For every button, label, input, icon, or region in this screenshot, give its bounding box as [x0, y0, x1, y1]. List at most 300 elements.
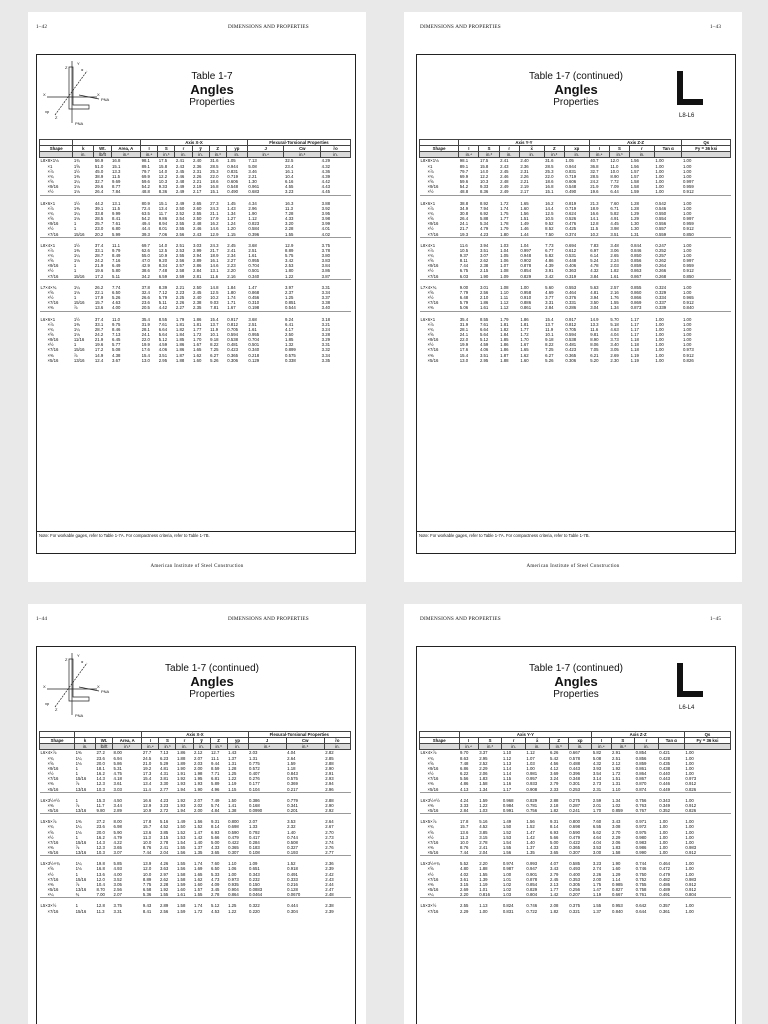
value-cell: 59.6 [459, 179, 469, 185]
value-cell: 2.65 [610, 252, 619, 258]
value-cell: 2.38 [193, 300, 202, 306]
value-cell: 24.1 [459, 221, 469, 227]
value-cell: 1.53 [176, 834, 186, 840]
value-cell: 10.4 [284, 173, 294, 179]
value-cell: 0.804 [685, 892, 697, 898]
value-cell: 0.800 [569, 819, 580, 825]
value-cell: 1.67 [227, 305, 236, 311]
value-cell: 0.218 [248, 352, 260, 358]
shape-cell: ×⅝ [47, 179, 54, 185]
unit-header: in. [227, 744, 248, 750]
group-header-qs: Qs [682, 140, 731, 146]
value-cell: 7.13 [248, 158, 257, 164]
value-cell: 1.86 [175, 347, 185, 353]
unit-header: in.³ [611, 744, 635, 750]
value-cell: 1.22 [284, 273, 294, 279]
value-cell: 9.69 [112, 179, 121, 185]
shape-range-label: L6-L4 [679, 705, 695, 711]
value-cell: 1.17 [630, 316, 639, 322]
value-cell: 0.340 [248, 273, 260, 279]
value-cell: 1.83 [612, 844, 621, 850]
svg-text:α: α [81, 67, 84, 72]
table-row [420, 226, 731, 231]
value-cell: 1.29 [612, 871, 621, 877]
value-cell: 0.108 [249, 850, 260, 856]
value-cell: 5.42 [550, 755, 559, 761]
value-cell: 2.21 [520, 179, 529, 185]
value-cell: 0.947 [526, 866, 538, 872]
shape-cell: ×⅝ [427, 216, 434, 222]
value-cell: 1.15 [227, 231, 236, 237]
value-cell: 0.0670 [287, 892, 301, 898]
value-cell: 3.06 [610, 247, 619, 253]
value-cell: 2.54 [175, 216, 185, 222]
value-cell: 1.19 [479, 881, 488, 887]
svg-text:X: X [43, 684, 46, 689]
value-cell: 1.77 [193, 326, 202, 332]
value-cell: 1.84 [500, 332, 509, 337]
column-header: r [176, 738, 193, 744]
value-cell: 15.3 [96, 797, 105, 803]
value-cell: 4.63 [610, 326, 619, 332]
value-cell: 8.36 [158, 189, 168, 195]
value-cell: 1.08 [500, 284, 509, 290]
value-cell: 3.54 [592, 771, 602, 777]
value-cell: 3.31 [321, 284, 330, 290]
value-cell: 2.53 [175, 247, 185, 253]
value-cell: 0.874 [635, 786, 647, 792]
value-cell: 4.00 [112, 305, 121, 311]
value-cell: 2.40 [193, 295, 202, 301]
value-cell: 0.756 [635, 797, 647, 803]
value-cell: 11.7 [158, 210, 167, 216]
value-cell: 8.89 [142, 876, 152, 882]
value-cell: 0.644 [635, 908, 647, 914]
value-cell: 8.14 [550, 824, 559, 830]
value-cell: 3.14 [592, 776, 602, 782]
value-cell: 1.39 [479, 876, 488, 882]
value-cell: 3.34 [321, 289, 330, 295]
value-cell: 11.3 [142, 834, 151, 840]
value-cell: 2.86 [193, 263, 202, 269]
value-cell: 3.68 [248, 316, 257, 322]
value-cell: 32.7 [94, 179, 104, 185]
value-cell: 15.1 [545, 189, 554, 195]
value-cell: 0.704 [248, 337, 260, 343]
table-subtitle: Angles [554, 674, 598, 689]
value-cell: 1.05 [565, 158, 574, 164]
page-1-43 [404, 12, 742, 582]
value-cell: 4.36 [321, 168, 330, 174]
value-cell: 0.435 [659, 760, 670, 766]
page-number: 1–45 [710, 616, 722, 622]
value-cell: 17.9 [210, 216, 219, 222]
value-cell: 14.1 [590, 216, 599, 222]
value-cell: 1.77 [500, 216, 509, 222]
value-cell: 0.959 [682, 263, 694, 269]
value-cell: 2.38 [325, 903, 334, 909]
shape-cell: ×½ [47, 342, 54, 348]
value-cell: 3.42 [545, 273, 554, 279]
value-cell: 3.38 [321, 300, 330, 306]
unit-header: in. [635, 744, 659, 750]
value-cell: 0.912 [685, 881, 697, 887]
value-cell: 1.52 [526, 824, 535, 830]
column-header: r̄o [321, 146, 351, 152]
group-header-axis-yy: Axis Y-Y [459, 140, 589, 146]
value-cell: 0.544 [284, 305, 296, 311]
value-cell: 6.64 [158, 326, 168, 332]
value-cell: 0.959 [682, 221, 694, 227]
value-cell: ⅞ [75, 881, 80, 887]
value-cell: 0.365 [227, 352, 239, 358]
value-cell: 1.02 [612, 802, 621, 808]
value-cell: 0.232 [249, 876, 260, 882]
value-cell: 11.1 [211, 755, 220, 761]
value-cell: 1.12 [500, 300, 509, 306]
shape-cell: ×⅝ [427, 760, 434, 766]
shape-cell: ×7/16 [47, 300, 59, 306]
value-cell: 0.856 [635, 755, 647, 761]
value-cell: 1.49 [502, 819, 512, 825]
value-cell: 13.4 [158, 205, 168, 211]
value-cell: 4.84 [211, 808, 220, 814]
value-cell: 0.594 [227, 332, 239, 337]
value-cell: 2.12 [194, 750, 203, 756]
value-cell: 1.07 [500, 263, 509, 269]
value-cell: 1.40 [526, 839, 535, 845]
value-cell: 4.34 [248, 200, 257, 206]
value-cell: 2.43 [175, 163, 185, 169]
value-cell: 1.37 [592, 908, 602, 914]
value-cell: 0.343 [659, 797, 670, 803]
value-cell: 1.08 [500, 268, 509, 274]
shape-cell: ×½ [427, 834, 434, 840]
table-note: Note: For workable gages, refer to Table 1-7A. For compactness criteria, refer to Table 1-7B. [417, 531, 735, 539]
table-row [420, 909, 731, 914]
value-cell: 1.02 [502, 887, 512, 893]
value-cell: 4.78 [590, 263, 599, 269]
value-cell: 1.28 [630, 200, 639, 206]
value-cell: 11.6 [459, 242, 468, 248]
value-cell: 0.572 [249, 765, 260, 771]
value-cell: 12.5 [210, 289, 219, 295]
value-cell: 1.72 [500, 200, 509, 206]
value-cell: 1.75 [592, 881, 602, 887]
value-cell: 21.7 [210, 247, 219, 253]
value-cell: 2.81 [193, 273, 202, 279]
value-cell: 2.41 [159, 844, 169, 850]
value-cell: 16.2 [210, 221, 219, 227]
value-cell: 2.56 [175, 258, 185, 264]
value-cell: 17.6 [141, 347, 150, 353]
value-cell: 19.6 [94, 342, 104, 348]
value-cell: 7.60 [211, 861, 220, 867]
value-cell: 0.590 [569, 829, 580, 835]
value-cell: 0.590 [228, 829, 239, 835]
shape-cell: ×¾ [427, 210, 434, 216]
value-cell: 4.07 [550, 861, 559, 867]
value-cell: 7.61 [158, 321, 168, 327]
value-cell: 0.812 [565, 321, 577, 327]
shape-cell: ×⅝ [47, 289, 54, 295]
value-cell: 4.13 [460, 786, 469, 792]
value-cell: 6.77 [545, 247, 554, 253]
value-cell: 15/16 [73, 300, 85, 306]
value-cell: 1.00 [655, 342, 664, 348]
value-cell: 1.00 [682, 200, 692, 206]
column-header: J [248, 738, 286, 744]
value-cell: 0.448 [565, 258, 577, 264]
value-cell: 2.21 [193, 179, 202, 185]
value-cell: 0.444 [287, 903, 298, 909]
value-cell: 12.9 [210, 231, 219, 237]
value-cell: 12.2 [158, 173, 168, 179]
value-cell: 6.22 [460, 771, 469, 777]
value-cell: 3.46 [248, 168, 257, 174]
value-cell: 0.981 [526, 771, 538, 777]
value-cell: 0.421 [659, 750, 670, 756]
value-cell: 11.5 [112, 173, 121, 179]
shape-cell: ×½ [427, 268, 434, 274]
shape-cell: L8×6×1 [40, 200, 56, 206]
value-cell: 0.407 [249, 771, 260, 777]
value-cell: 16.8 [545, 184, 554, 190]
shape-cell: ×½ [427, 295, 434, 301]
value-cell: 5.86 [113, 760, 122, 766]
value-cell: 1.58 [479, 781, 488, 787]
value-cell: 10.5 [545, 216, 554, 222]
value-cell: 4.17 [284, 326, 294, 332]
value-cell: 1 [75, 871, 78, 877]
value-cell: 0.557 [655, 226, 667, 232]
value-cell: 28.7 [94, 252, 104, 258]
value-cell: 14.6 [210, 226, 219, 232]
column-header: I [459, 146, 479, 152]
page-footer: American Institute of Steel Construction [526, 564, 620, 569]
value-cell: 63.5 [141, 210, 150, 216]
table-subtitle: Angles [190, 674, 234, 689]
value-cell: 3.00 [592, 850, 602, 856]
value-cell: 1.12 [248, 216, 257, 222]
value-cell: 1.00 [655, 332, 664, 337]
value-cell: 2.00 [592, 876, 602, 882]
column-header: Shape [420, 146, 459, 152]
value-cell: 1.42 [550, 892, 559, 898]
value-cell: 0.493 [569, 866, 580, 872]
value-cell: 0.955 [248, 332, 260, 337]
value-cell: 0.575 [287, 776, 298, 782]
value-cell: 4.63 [112, 300, 121, 306]
value-cell: 2.56 [159, 908, 169, 914]
value-cell: 2.49 [175, 184, 185, 190]
value-cell: 1.92 [176, 776, 186, 782]
unit-header: in.³ [159, 744, 176, 750]
value-cell: 44.4 [141, 226, 150, 232]
value-cell: 0.868 [248, 289, 260, 295]
value-cell: 15/16 [75, 908, 87, 914]
value-cell: 8.76 [142, 844, 152, 850]
value-cell: 0.850 [630, 252, 642, 258]
value-cell: 1.71 [227, 300, 236, 306]
group-header-axis-yy: Axis Y-Y [459, 732, 592, 738]
value-cell: 13.1 [112, 200, 121, 206]
value-cell: 1.58 [176, 871, 186, 877]
column-header: r [630, 146, 655, 152]
value-cell: 8.90 [590, 337, 599, 343]
value-cell: 0.449 [659, 786, 670, 792]
value-cell: 1.62 [193, 352, 202, 358]
value-cell: 0.319 [565, 273, 577, 279]
value-cell: 2.62 [159, 876, 169, 882]
value-cell: 2.37 [284, 289, 294, 295]
value-cell: 2.35 [193, 305, 202, 311]
value-cell: 1⅝ [73, 163, 80, 169]
value-cell: 1.30 [248, 179, 257, 185]
value-cell: 1.74 [194, 861, 203, 867]
value-cell: 7.84 [112, 189, 121, 195]
shape-cell: ×7/16 [427, 273, 439, 279]
value-cell: 2.56 [113, 887, 122, 893]
value-cell: 8.94 [158, 221, 168, 227]
value-cell: 1.90 [176, 765, 186, 771]
value-cell: 2.26 [175, 300, 185, 306]
value-cell: 2.74 [325, 839, 334, 845]
column-header: Shape [420, 738, 460, 744]
value-cell: 3.83 [321, 258, 330, 264]
value-cell: 1.56 [176, 866, 186, 872]
value-cell: 2.95 [479, 357, 489, 363]
value-cell: 10.1 [545, 332, 554, 337]
value-cell: 3.92 [321, 205, 330, 211]
value-cell: 14.3 [96, 776, 105, 782]
value-cell: 1.49 [176, 819, 186, 825]
unit-header: in.⁴ [142, 744, 159, 750]
shape-cell: ×1 [47, 163, 53, 169]
value-cell: 0.719 [565, 205, 577, 211]
value-cell: 28.1 [459, 326, 469, 332]
value-cell: 0.220 [249, 908, 260, 914]
page-1-45 [404, 604, 742, 1024]
value-cell: 1 [75, 771, 78, 777]
value-cell: 1.93 [176, 781, 186, 787]
value-cell: 5.00 [550, 839, 559, 845]
value-cell: 28.5 [94, 216, 104, 222]
value-cell: 1.00 [659, 850, 668, 856]
value-cell: 5.52 [460, 861, 469, 867]
value-cell: 1.56 [176, 850, 186, 856]
value-cell: 5.26 [210, 357, 219, 363]
value-cell: ¾ [75, 892, 80, 898]
value-cell: 1.88 [176, 755, 186, 761]
value-cell: 8.39 [158, 284, 168, 290]
column-header: Z [544, 146, 564, 152]
svg-text:Z: Z [65, 65, 68, 70]
value-cell: 0.826 [685, 808, 697, 814]
value-cell: 6.59 [158, 273, 168, 279]
column-header: k [75, 738, 96, 744]
value-cell: 1.29 [630, 210, 639, 216]
value-cell: 11.9 [545, 326, 554, 332]
value-cell: 1.00 [685, 834, 694, 840]
value-cell: 22.0 [459, 337, 469, 343]
value-cell: 0.168 [249, 802, 260, 808]
value-cell: 1.18 [287, 765, 296, 771]
value-cell: 2.39 [325, 908, 334, 914]
value-cell: 0.968 [502, 797, 514, 803]
value-cell: 1.74 [227, 295, 236, 301]
value-cell: 1.03 [500, 242, 509, 248]
value-cell: 2.48 [193, 221, 202, 227]
value-cell: 3.69 [550, 771, 559, 777]
value-cell: 2.21 [175, 284, 185, 290]
value-cell: 4.53 [211, 908, 220, 914]
value-cell: 1.61 [479, 305, 489, 311]
value-cell: 1½ [73, 168, 80, 174]
svg-text:X: X [97, 92, 100, 97]
value-cell: 1.72 [612, 771, 621, 777]
value-cell: 3.85 [159, 829, 169, 835]
value-cell: 4.38 [112, 352, 121, 358]
value-cell: 1.75 [500, 210, 509, 216]
value-cell: 69.7 [141, 242, 150, 248]
properties-table [39, 731, 351, 914]
table-title-block [501, 663, 651, 700]
value-cell: 2.17 [520, 189, 529, 195]
value-cell: 1¼ [73, 252, 80, 258]
value-cell: 2.31 [193, 168, 202, 174]
value-cell: 0.698 [228, 824, 239, 830]
value-cell: 14.8 [210, 284, 219, 290]
value-cell: 5.70 [610, 316, 619, 322]
value-cell: 8.00 [113, 819, 122, 825]
shape-cell: L8×4×1 [420, 242, 436, 248]
shape-cell: L8×4×1 [40, 242, 56, 248]
value-cell: 1.59 [176, 908, 186, 914]
value-cell: 1.93 [194, 781, 203, 787]
value-cell: 3.29 [321, 337, 330, 343]
shape-cell: ×⅞ [47, 168, 54, 174]
value-cell: 1.15 [228, 786, 237, 792]
value-cell: 0.917 [565, 316, 577, 322]
value-cell: 10.0 [142, 839, 152, 845]
value-cell: 1.70 [193, 337, 202, 343]
value-cell: 0.375 [569, 903, 580, 909]
value-cell: 2.19 [193, 184, 202, 190]
value-cell: 2.50 [193, 216, 202, 222]
value-cell: 4.79 [113, 834, 122, 840]
value-cell: 7.09 [610, 184, 619, 190]
value-cell: 3.37 [321, 295, 330, 301]
value-cell: 44.2 [94, 200, 104, 206]
value-cell: 9.31 [550, 819, 559, 825]
value-cell: 2.41 [227, 247, 236, 253]
unit-header: in.³ [609, 152, 629, 158]
group-header-flexural: Flexural-Torsional Properties [248, 732, 350, 738]
value-cell: 38.9 [94, 173, 104, 179]
value-cell: 1.56 [526, 819, 535, 825]
value-cell: 0.327 [287, 844, 298, 850]
column-header: Shape [40, 738, 75, 744]
value-cell: 80.9 [141, 200, 150, 206]
value-cell: 2.20 [460, 892, 469, 898]
value-cell: 1.00 [682, 289, 692, 295]
value-cell: 1.05 [500, 252, 509, 258]
column-header: Shape [40, 146, 73, 152]
value-cell: 1.30 [630, 226, 639, 232]
value-cell: 1.00 [655, 357, 664, 363]
value-cell: 4.86 [460, 781, 469, 787]
